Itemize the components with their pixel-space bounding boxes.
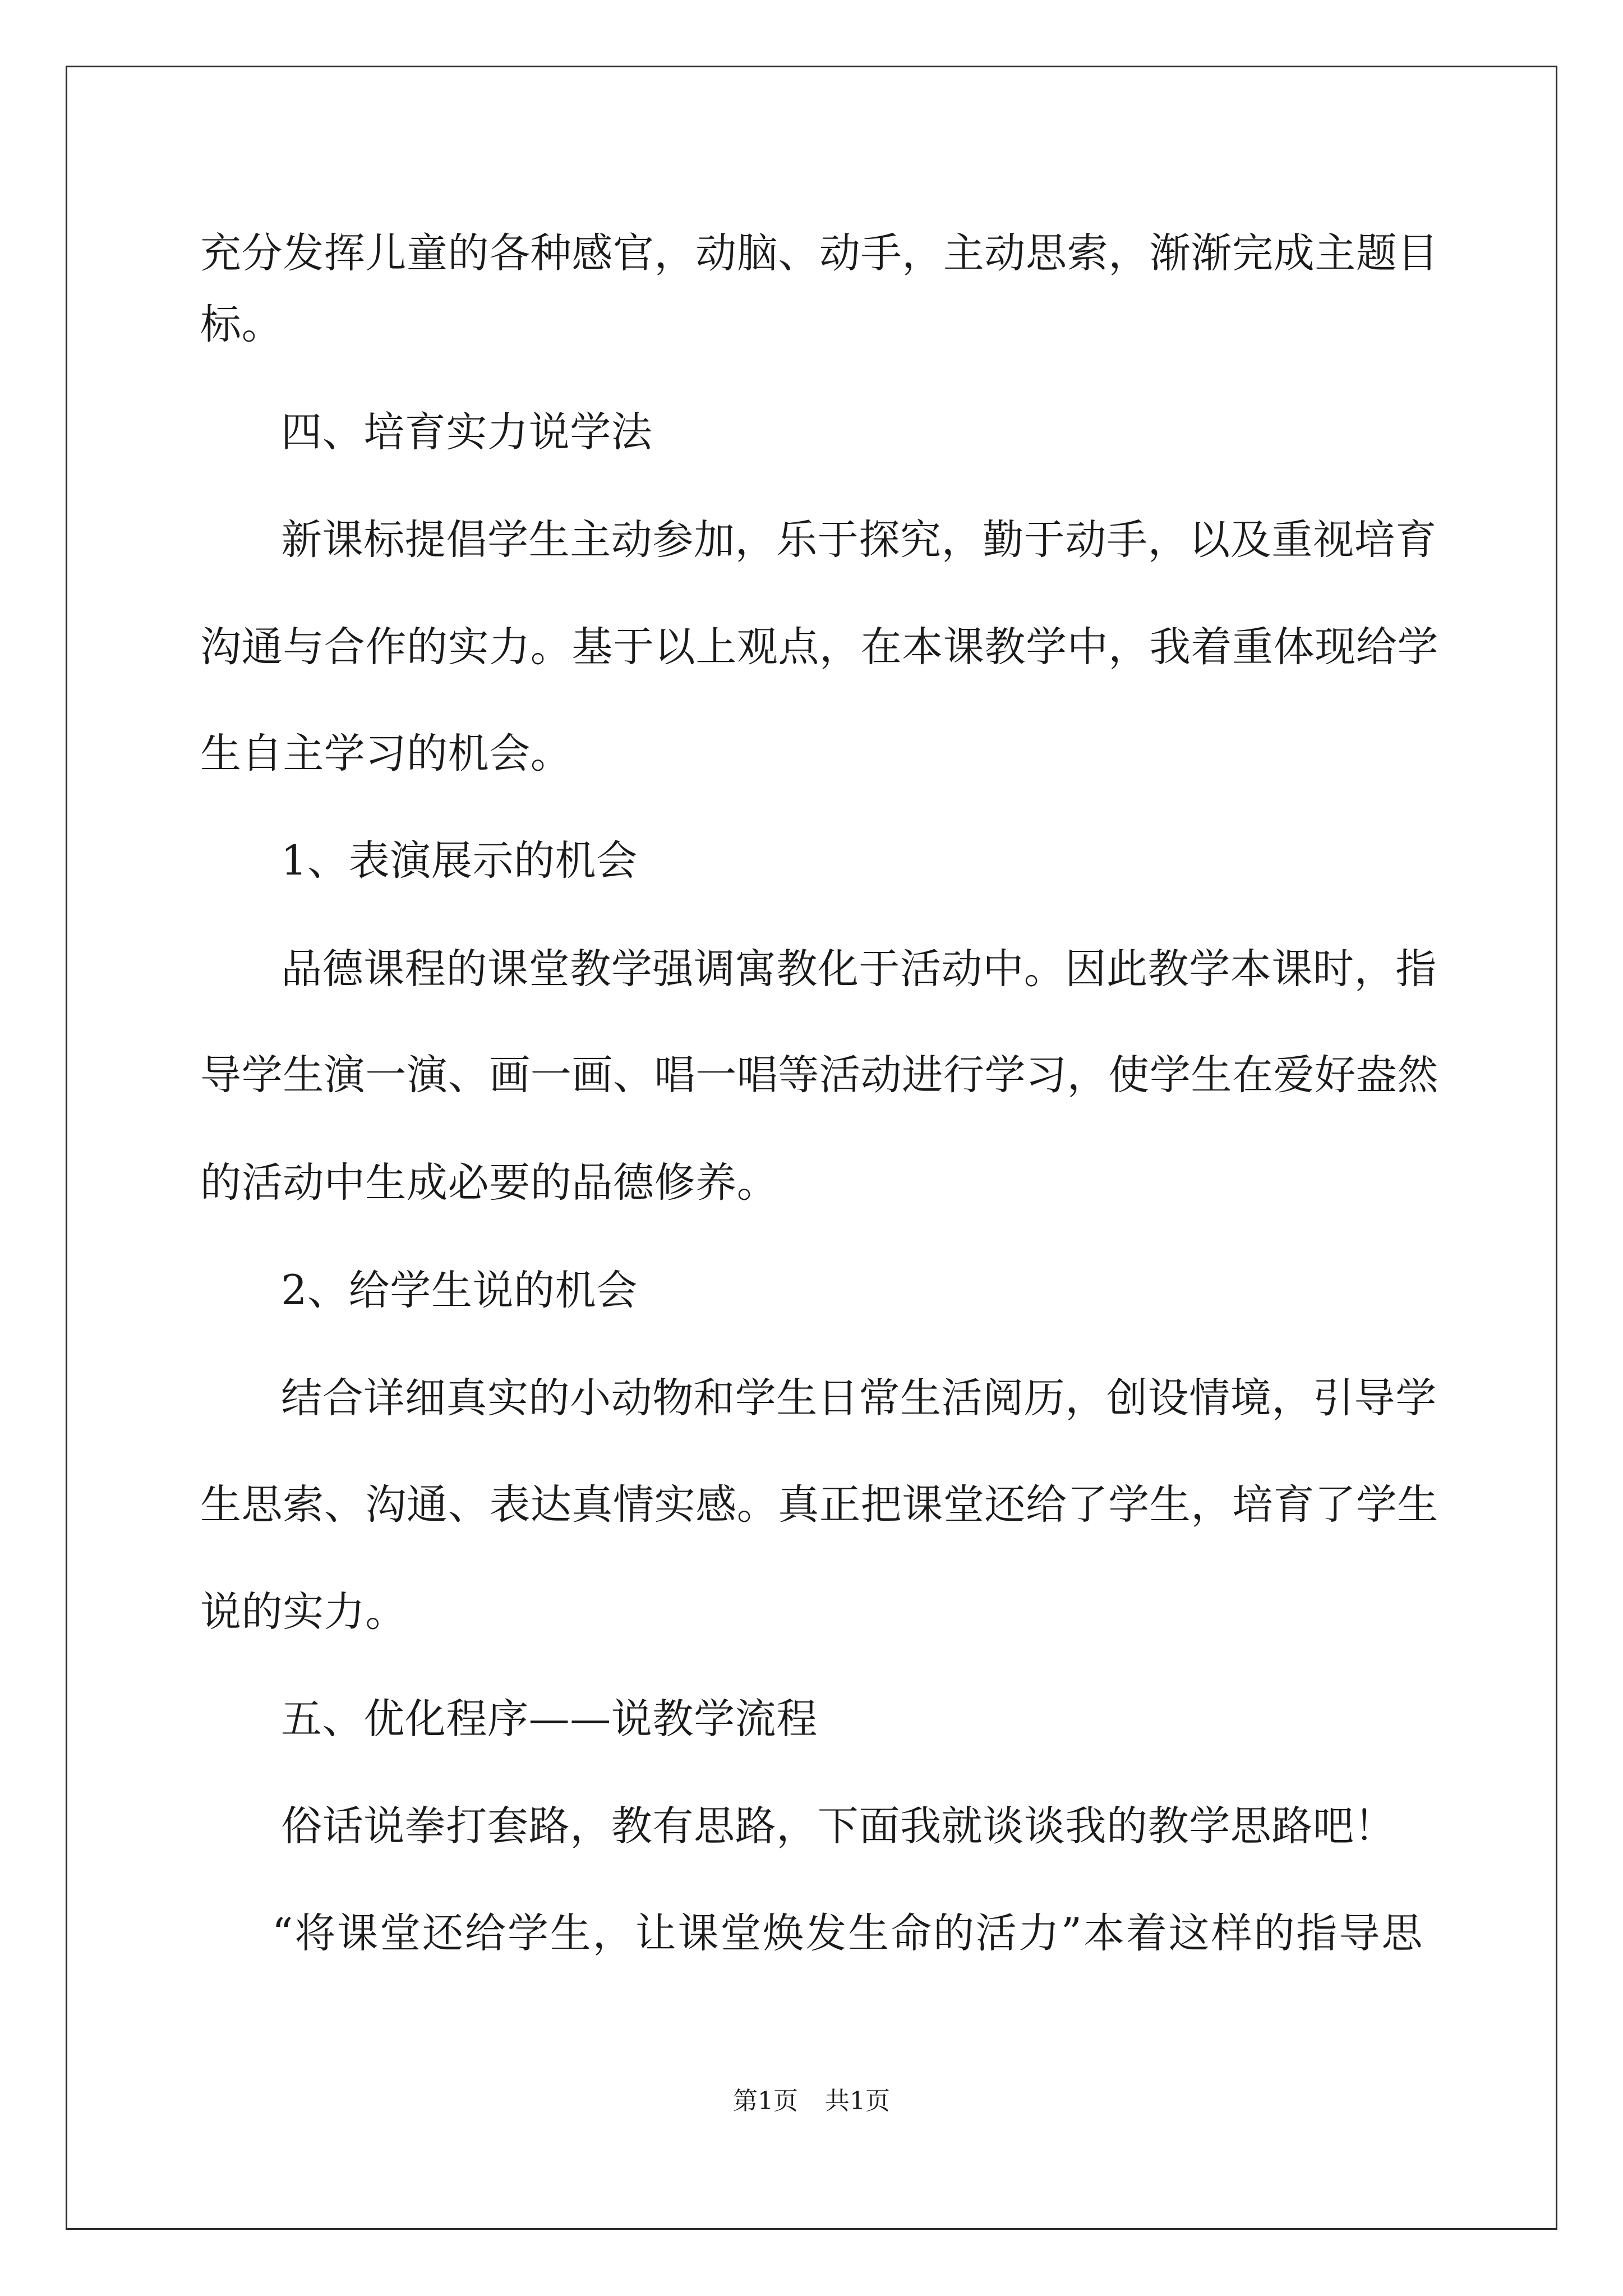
- paragraph-line: 充分发挥儿童的各种感官，动脑、动手，主动思索，渐渐完成主题目: [200, 229, 1438, 277]
- section-heading: 四、培育实力说学法: [281, 408, 653, 456]
- paragraph-line: 俗话说拳打套路，教有思路，下面我就谈谈我的教学思路吧！: [281, 1802, 1396, 1850]
- paragraph-line: 的活动中生成必要的品德修养。: [200, 1159, 778, 1207]
- page-total: 共1页: [825, 2087, 890, 2115]
- paragraph-line: “将课堂还给学生，让课堂焕发生命的活力”本着这样的指导思: [272, 1910, 1423, 1957]
- page-footer: [0, 2086, 1623, 2117]
- section-heading: 五、优化程序——说教学流程: [281, 1695, 818, 1743]
- paragraph-line: 导学生演一演、画一画、唱一唱等活动进行学习，使学生在爱好盎然: [200, 1051, 1438, 1099]
- paragraph-line: 说的实力。: [200, 1588, 407, 1636]
- paragraph-line: 沟通与合作的实力。基于以上观点，在本课教学中，我着重体现给学: [200, 623, 1438, 671]
- paragraph-line: 生思索、沟通、表达真情实感。真正把课堂还给了学生，培育了学生: [200, 1481, 1438, 1529]
- paragraph-line: 结合详细真实的小动物和学生日常生活阅历，创设情境，引导学: [281, 1374, 1437, 1422]
- paragraph-line: 品德课程的课堂教学强调寓教化于活动中。因此教学本课时，指: [281, 945, 1437, 993]
- paragraph-line: 生自主学习的机会。: [200, 730, 572, 777]
- page-number: 第1页: [733, 2087, 798, 2115]
- paragraph-line: 新课标提倡学生主动参加，乐于探究，勤于动手，以及重视培育: [281, 516, 1437, 564]
- page-border: [66, 66, 1557, 2230]
- subsection-heading: 2、给学生说的机会: [281, 1267, 638, 1314]
- paragraph-line: 标。: [200, 301, 283, 348]
- subsection-heading: 1、表演展示的机会: [281, 837, 638, 885]
